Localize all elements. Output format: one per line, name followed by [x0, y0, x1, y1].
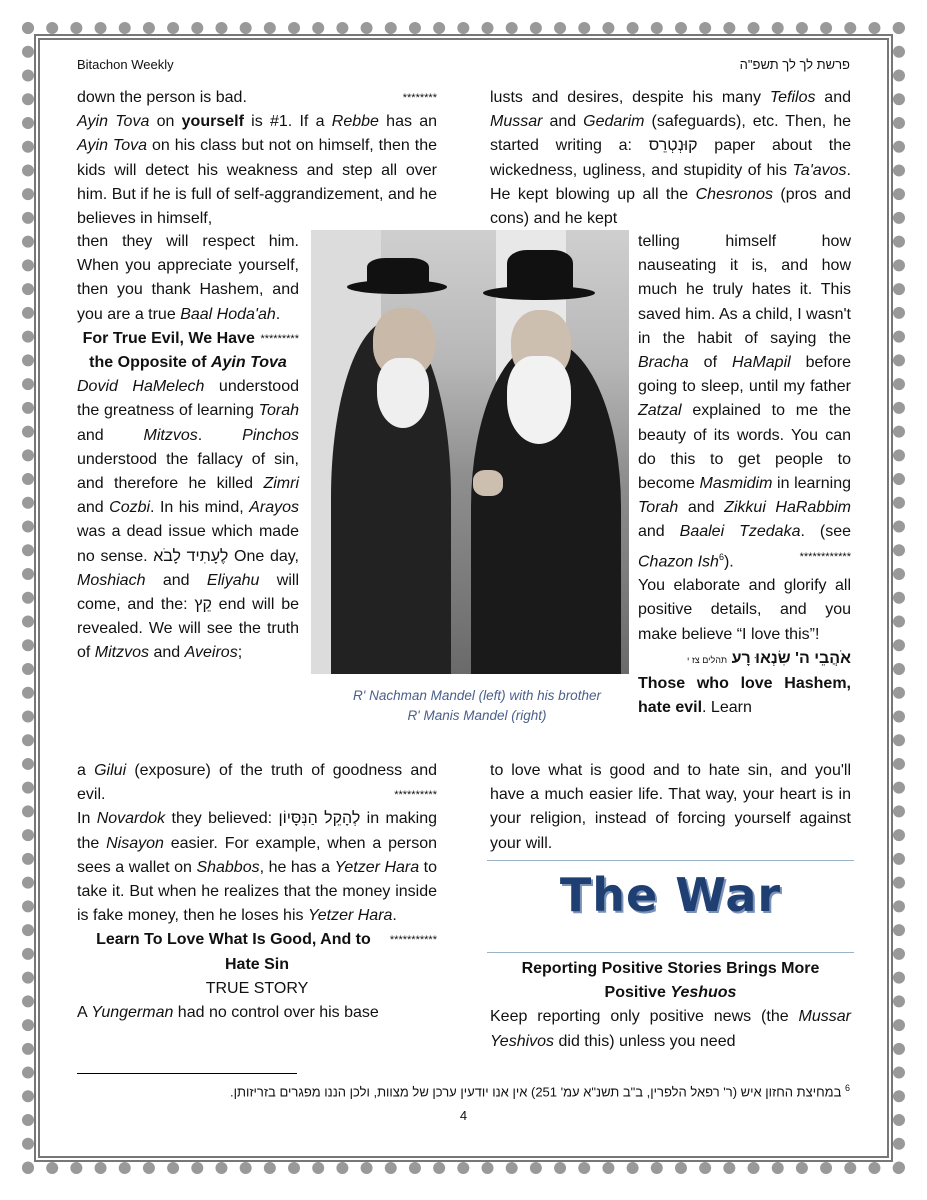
caption-line-1: R' Nachman Mandel (left) with his brother — [353, 688, 601, 703]
right-column-final — [490, 957, 851, 1054]
paragraph-keep-reporting: Keep reporting only positive news (the Mussar Yeshivos did this) unless you need — [490, 1008, 851, 1050]
paragraph-dovid-hamelech: Dovid HaMelech understood the greatness of learning Torah and Mitzvos. Pinchos understood the fallacy of sin, and therefore he killed Zimri and Cozbi. In his mind, Arayos was a dead issue which made no sense. לֶעָתִיד לָבֹא One day, Moshiach and Eliyahu will come, and the: קֵץ end will be revealed. We will see the truth of Mitzvos and Aveiros; — [77, 378, 299, 662]
photo-hands — [473, 470, 503, 496]
photo-right-beard — [507, 356, 571, 444]
left-column-bottom — [77, 759, 437, 1025]
paragraph-love-hashem: Those who love Hashem, hate evil. Learn — [638, 674, 851, 717]
caption-line-2: R' Manis Mandel (right) — [407, 708, 547, 723]
right-column-narrow — [638, 230, 851, 720]
footnote-rule — [77, 1073, 297, 1074]
photo-right-hat — [507, 250, 573, 294]
divider-bottom — [487, 952, 854, 953]
paragraph-respect: then they will respect him. When you appreciate yourself, then you thank Hashem, and you are a true Baal Hoda'ah. ********* — [77, 233, 299, 345]
photo-caption — [332, 686, 622, 726]
header-publication: Bitachon Weekly — [77, 57, 174, 72]
left-column-top — [77, 86, 437, 231]
true-story-label: TRUE STORY — [205, 979, 309, 997]
heading-reporting-positive: Reporting Positive Stories Brings More Positive Yeshuos — [521, 960, 820, 1002]
header-parsha: פרשת לך לך תשפ"ה — [739, 57, 850, 72]
paragraph-gilui: a Gilui (exposure) of the truth of goodness and evil. ********** — [77, 762, 438, 804]
photo-left-hat — [367, 258, 429, 288]
paragraph-yungerman-cont: lusts and desires, despite his many Tefilos and Mussar and Gedarim (safeguards), etc. Then, he started writing a: קוּנְטְרֵס paper about the wickedness, ugliness, and stupidity of his Ta'avos. He kept blowing up all the Chesronos (pros and cons) and he kept — [490, 89, 852, 228]
left-column-narrow — [77, 230, 299, 666]
war-title: The War — [559, 868, 782, 922]
right-column-bottom — [490, 759, 851, 856]
footnote: $^6$ במחיצת החזון איש (ר' רפאל הלפרין, ב"ב תשנ"א עמ' 251) אין אנו יודעין ערכן של מצוות, ולכן הננו מפגרים בזריזותן. — [229, 1083, 850, 1100]
divider-top — [487, 860, 854, 861]
photo-left-beard — [377, 358, 429, 428]
heading-learn-to-love: Learn To Love What Is Good, And to Hate Sin — [96, 931, 371, 973]
hebrew-verse: אֹהֲבֵי ה' שִׂנְאוּ רָע תהלים צז י — [687, 649, 851, 667]
right-column-top — [490, 86, 851, 231]
line-1: down the person is bad. ******** — [77, 89, 437, 106]
paragraph-glorify: You elaborate and glorify all positive details, and you make believe “I love this”! — [638, 577, 851, 643]
paragraph-novardok: In Novardok they believed: לְהָקֵל הַנִּסָּיוֹן in making the Nisayon easier. For example, when a person sees a wallet on Shabbos, he has a Yetzer Hara to take it. But when he realizes that the money inside is fake money, then he loses his Yetzer Hara. *********** — [77, 810, 438, 947]
photo-rabbis — [311, 230, 629, 674]
paragraph-easier-life: to love what is good and to hate sin, and you'll have a much easier life. That way, your heart is in your religion, instead of forcing yourself against your will. — [490, 762, 851, 852]
paragraph-yungerman: A Yungerman had no control over his base — [77, 1004, 379, 1022]
paragraph-hamapil: telling himself how nauseating it is, and how much he truly hates it. This saved him. As a child, I wasn't in the habit of saying the Bracha of HaMapil before going to sleep, until my father Zatzal explained to me the beauty of its words. You can do this to get people to become Masmidim in learning Torah and Zikkui HaRabbim and Baalei Tzedaka. (see Chazon Ish$^6$). ************ — [638, 233, 852, 570]
page-number: 4 — [459, 1108, 468, 1123]
paragraph-ayin-tova: Ayin Tova on yourself is #1. If a Rebbe has an Ayin Tova on his class but not on himself, then the kids will detect his weakness and step all over him. But if he is full of self-aggrandizement, and he believes in himself, — [77, 113, 438, 228]
heading-true-evil: For True Evil, We Have the Opposite of Ayin Tova — [82, 329, 287, 372]
